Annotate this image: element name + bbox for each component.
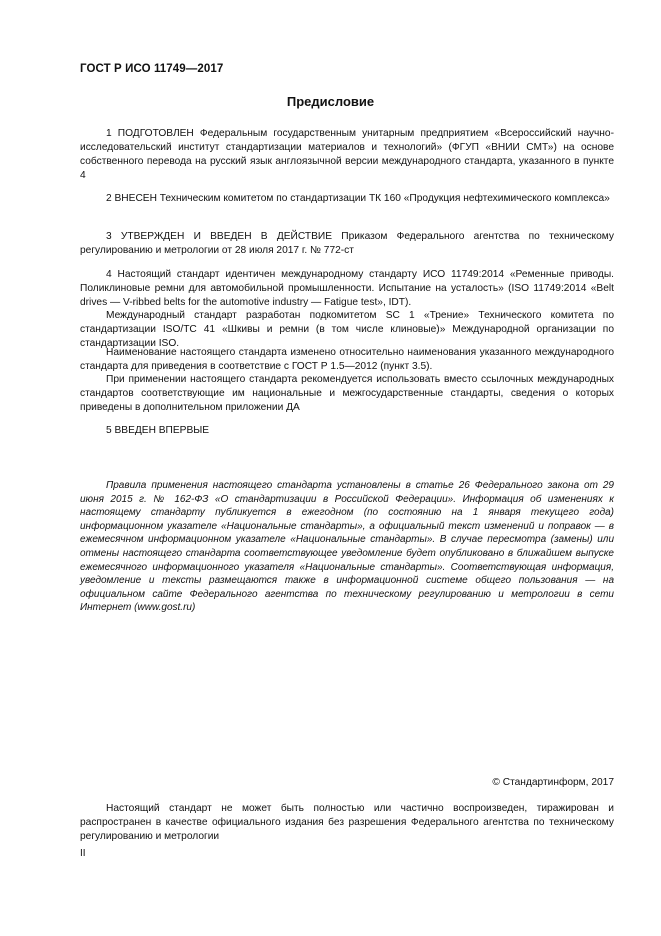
document-header: ГОСТ Р ИСО 11749—2017 (80, 63, 224, 75)
paragraph-introduced (80, 192, 614, 206)
application-rules-notice (80, 479, 614, 615)
reproduction-text: Настоящий стандарт не может быть полностью или частично воспроизведен, тиражирован и распространен в качестве официального издания без разрешения Федерального агентства по техническому регулированию и метрологии (80, 803, 614, 842)
paragraph-name-changed (80, 346, 614, 374)
copyright-line: © Стандартинформ, 2017 (492, 777, 614, 788)
notice-text: Правила применения настоящего стандарта установлены в статье 26 Федерального закона от 29 июня 2015 г. № 162-ФЗ «О стандартизации в Российской Федерации». Информация об изменениях к настоящему стандарту публикуется в ежегодном (по состоянию на 1 января текущего года) информационном указателе «Национальные стандарты», а официальный текст изменений и поправок — в ежемесячном информационном указателе «Национальные стандарты». В случае пересмотра (замены) или отмены настоящего стандарта соответствующее уведомление будет опубликовано в ближайшем выпуске ежемесячного информационного указателя «Национальные стандарты». Соответствующая информация, уведомление и тексты размещаются также в информационной системе общего пользования — на официальном сайте Федерального агентства по техническому регулированию и метрологии в сети Интернет (www.gost.ru) (80, 480, 614, 614)
page-number: II (80, 848, 86, 859)
paragraph-text: При применении настоящего стандарта рекомендуется использовать вместо ссылочных международных стандартов соответствующие им национальные и межгосударственные стандарты, сведения о которых приведены в дополнительном приложении ДА (80, 374, 614, 413)
page-title: Предисловие (286, 94, 375, 109)
paragraph-text: Международный стандарт разработан подкомитетом SC 1 «Трение» Технического комитета по стандартизации ISO/TC 41 «Шкивы и ремни (в том числе клиновые)» Международной организации по стандартизации ISO. (80, 310, 614, 349)
paragraph-references (80, 373, 614, 415)
paragraph-identical (80, 268, 614, 310)
paragraph-text: 4 Настоящий стандарт идентичен международному стандарту ИСО 11749:2014 «Ременные приводы. Поликлиновые ремни для автомобильной промышленности. Испытание на усталость» (ISO 11749:2014 «Belt drives — V-ribbed belts for the automotive industry — Fatigue test», IDT). (80, 269, 614, 308)
paragraph-text: Наименование настоящего стандарта изменено относительно наименования указанного международного стандарта для приведения в соответствие с ГОСТ Р 1.5—2012 (пункт 3.5). (80, 347, 614, 372)
paragraph-text: 2 ВНЕСЕН Техническим комитетом по стандартизации ТК 160 «Продукция нефтехимического комплекса» (106, 193, 610, 204)
paragraph-first-introduced (80, 424, 614, 438)
paragraph-prepared (80, 127, 614, 183)
paragraph-approved (80, 230, 614, 258)
paragraph-text: 5 ВВЕДЕН ВПЕРВЫЕ (106, 425, 210, 436)
reproduction-notice (80, 802, 614, 844)
paragraph-text: 3 УТВЕРЖДЕН И ВВЕДЕН В ДЕЙСТВИЕ Приказом Федерального агентства по техническому регулированию и метрологии от 28 июля 2017 г. № 772-ст (80, 231, 614, 256)
paragraph-text: 1 ПОДГОТОВЛЕН Федеральным государственным унитарным предприятием «Всероссийский научно-исследовательский институт стандартизации материалов и технологий» (ФГУП «ВНИИ СМТ») на основе собственного перевода на русский язык англоязычной версии международного стандарта, указанного в пункте 4 (80, 128, 614, 181)
paragraph-developed (80, 309, 614, 351)
